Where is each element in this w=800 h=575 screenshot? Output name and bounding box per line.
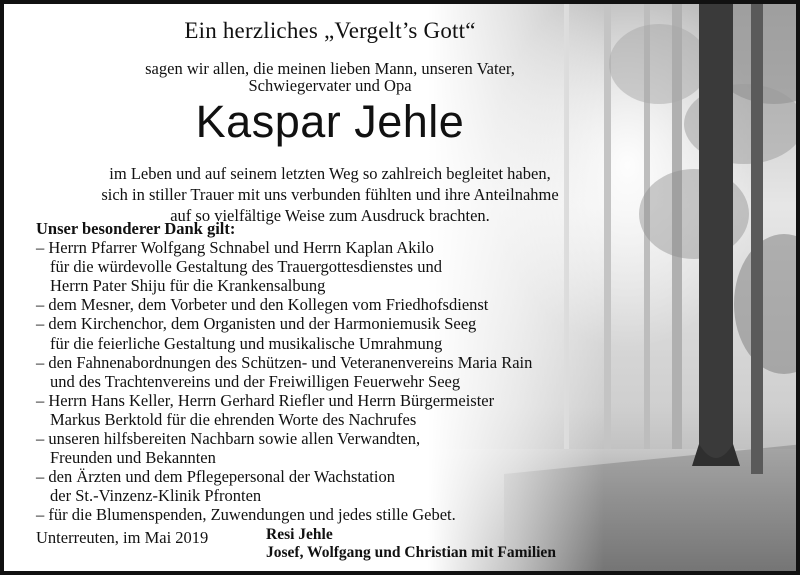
intro-text bbox=[4, 60, 656, 94]
list-item: – den Fahnenabordnungen des Schützen- und Veteranenvereins Maria Rain bbox=[36, 352, 533, 372]
place-date: Unterreuten, im Mai 2019 bbox=[36, 528, 209, 547]
list-item-continuation: Freunden und Bekannten bbox=[50, 448, 216, 468]
list-item: – dem Kirchenchor, dem Organisten und der Harmoniemusik Seeg bbox=[36, 314, 477, 334]
list-item: – den Ärzten und dem Pflegepersonal der Wachstation bbox=[36, 467, 395, 487]
list-item-continuation: Markus Berktold für die ehrenden Worte des Nachrufes bbox=[50, 409, 417, 429]
list-item: – unseren hilfsbereiten Nachbarn sowie allen Verwandten, bbox=[36, 429, 421, 449]
signatures bbox=[266, 526, 556, 562]
heading: Ein herzliches „Vergelt’s Gott“ bbox=[184, 18, 476, 43]
intro-line: Schwiegervater und Opa bbox=[248, 76, 412, 95]
deceased-name: Kaspar Jehle bbox=[195, 96, 465, 147]
list-item-continuation: der St.-Vinzenz-Klinik Pfronten bbox=[50, 486, 262, 506]
list-item-continuation: für die würdevolle Gestaltung des Trauergottesdienstes und bbox=[50, 257, 442, 277]
thanks-text bbox=[4, 163, 656, 226]
special-thanks-title: Unser besonderer Dank gilt: bbox=[36, 219, 236, 238]
list-item-continuation: und des Trachtenvereins und der Freiwilligen Feuerwehr Seeg bbox=[50, 371, 461, 391]
list-item: – Herrn Hans Keller, Herrn Gerhard Riefler und Herrn Bürgermeister bbox=[36, 390, 495, 410]
list-item: – für die Blumenspenden, Zuwendungen und jedes stille Gebet. bbox=[36, 505, 456, 525]
signature-line: Resi Jehle bbox=[266, 526, 333, 543]
signature-line: Josef, Wolfgang und Christian mit Familien bbox=[266, 544, 556, 561]
intro-line: sagen wir allen, die meinen lieben Mann, unseren Vater, bbox=[145, 59, 515, 78]
thanks-line: sich in stiller Trauer mit uns verbunden fühlten und ihre Anteilnahme bbox=[101, 185, 559, 204]
list-item: – Herrn Pfarrer Wolfgang Schnabel und Herrn Kaplan Akilo bbox=[36, 238, 434, 258]
special-thanks-list bbox=[36, 219, 532, 525]
list-item-continuation: Herrn Pater Shiju für die Krankensalbung bbox=[50, 276, 326, 296]
list-item: – dem Mesner, dem Vorbeter und den Kollegen vom Friedhofsdienst bbox=[36, 295, 489, 315]
list-item-continuation: für die feierliche Gestaltung und musikalische Umrahmung bbox=[50, 333, 443, 353]
thanks-line: auf so vielfältige Weise zum Ausdruck brachten. bbox=[170, 206, 490, 225]
text-content bbox=[4, 4, 800, 575]
thanks-line: im Leben und auf seinem letzten Weg so zahlreich begleitet haben, bbox=[109, 164, 551, 183]
